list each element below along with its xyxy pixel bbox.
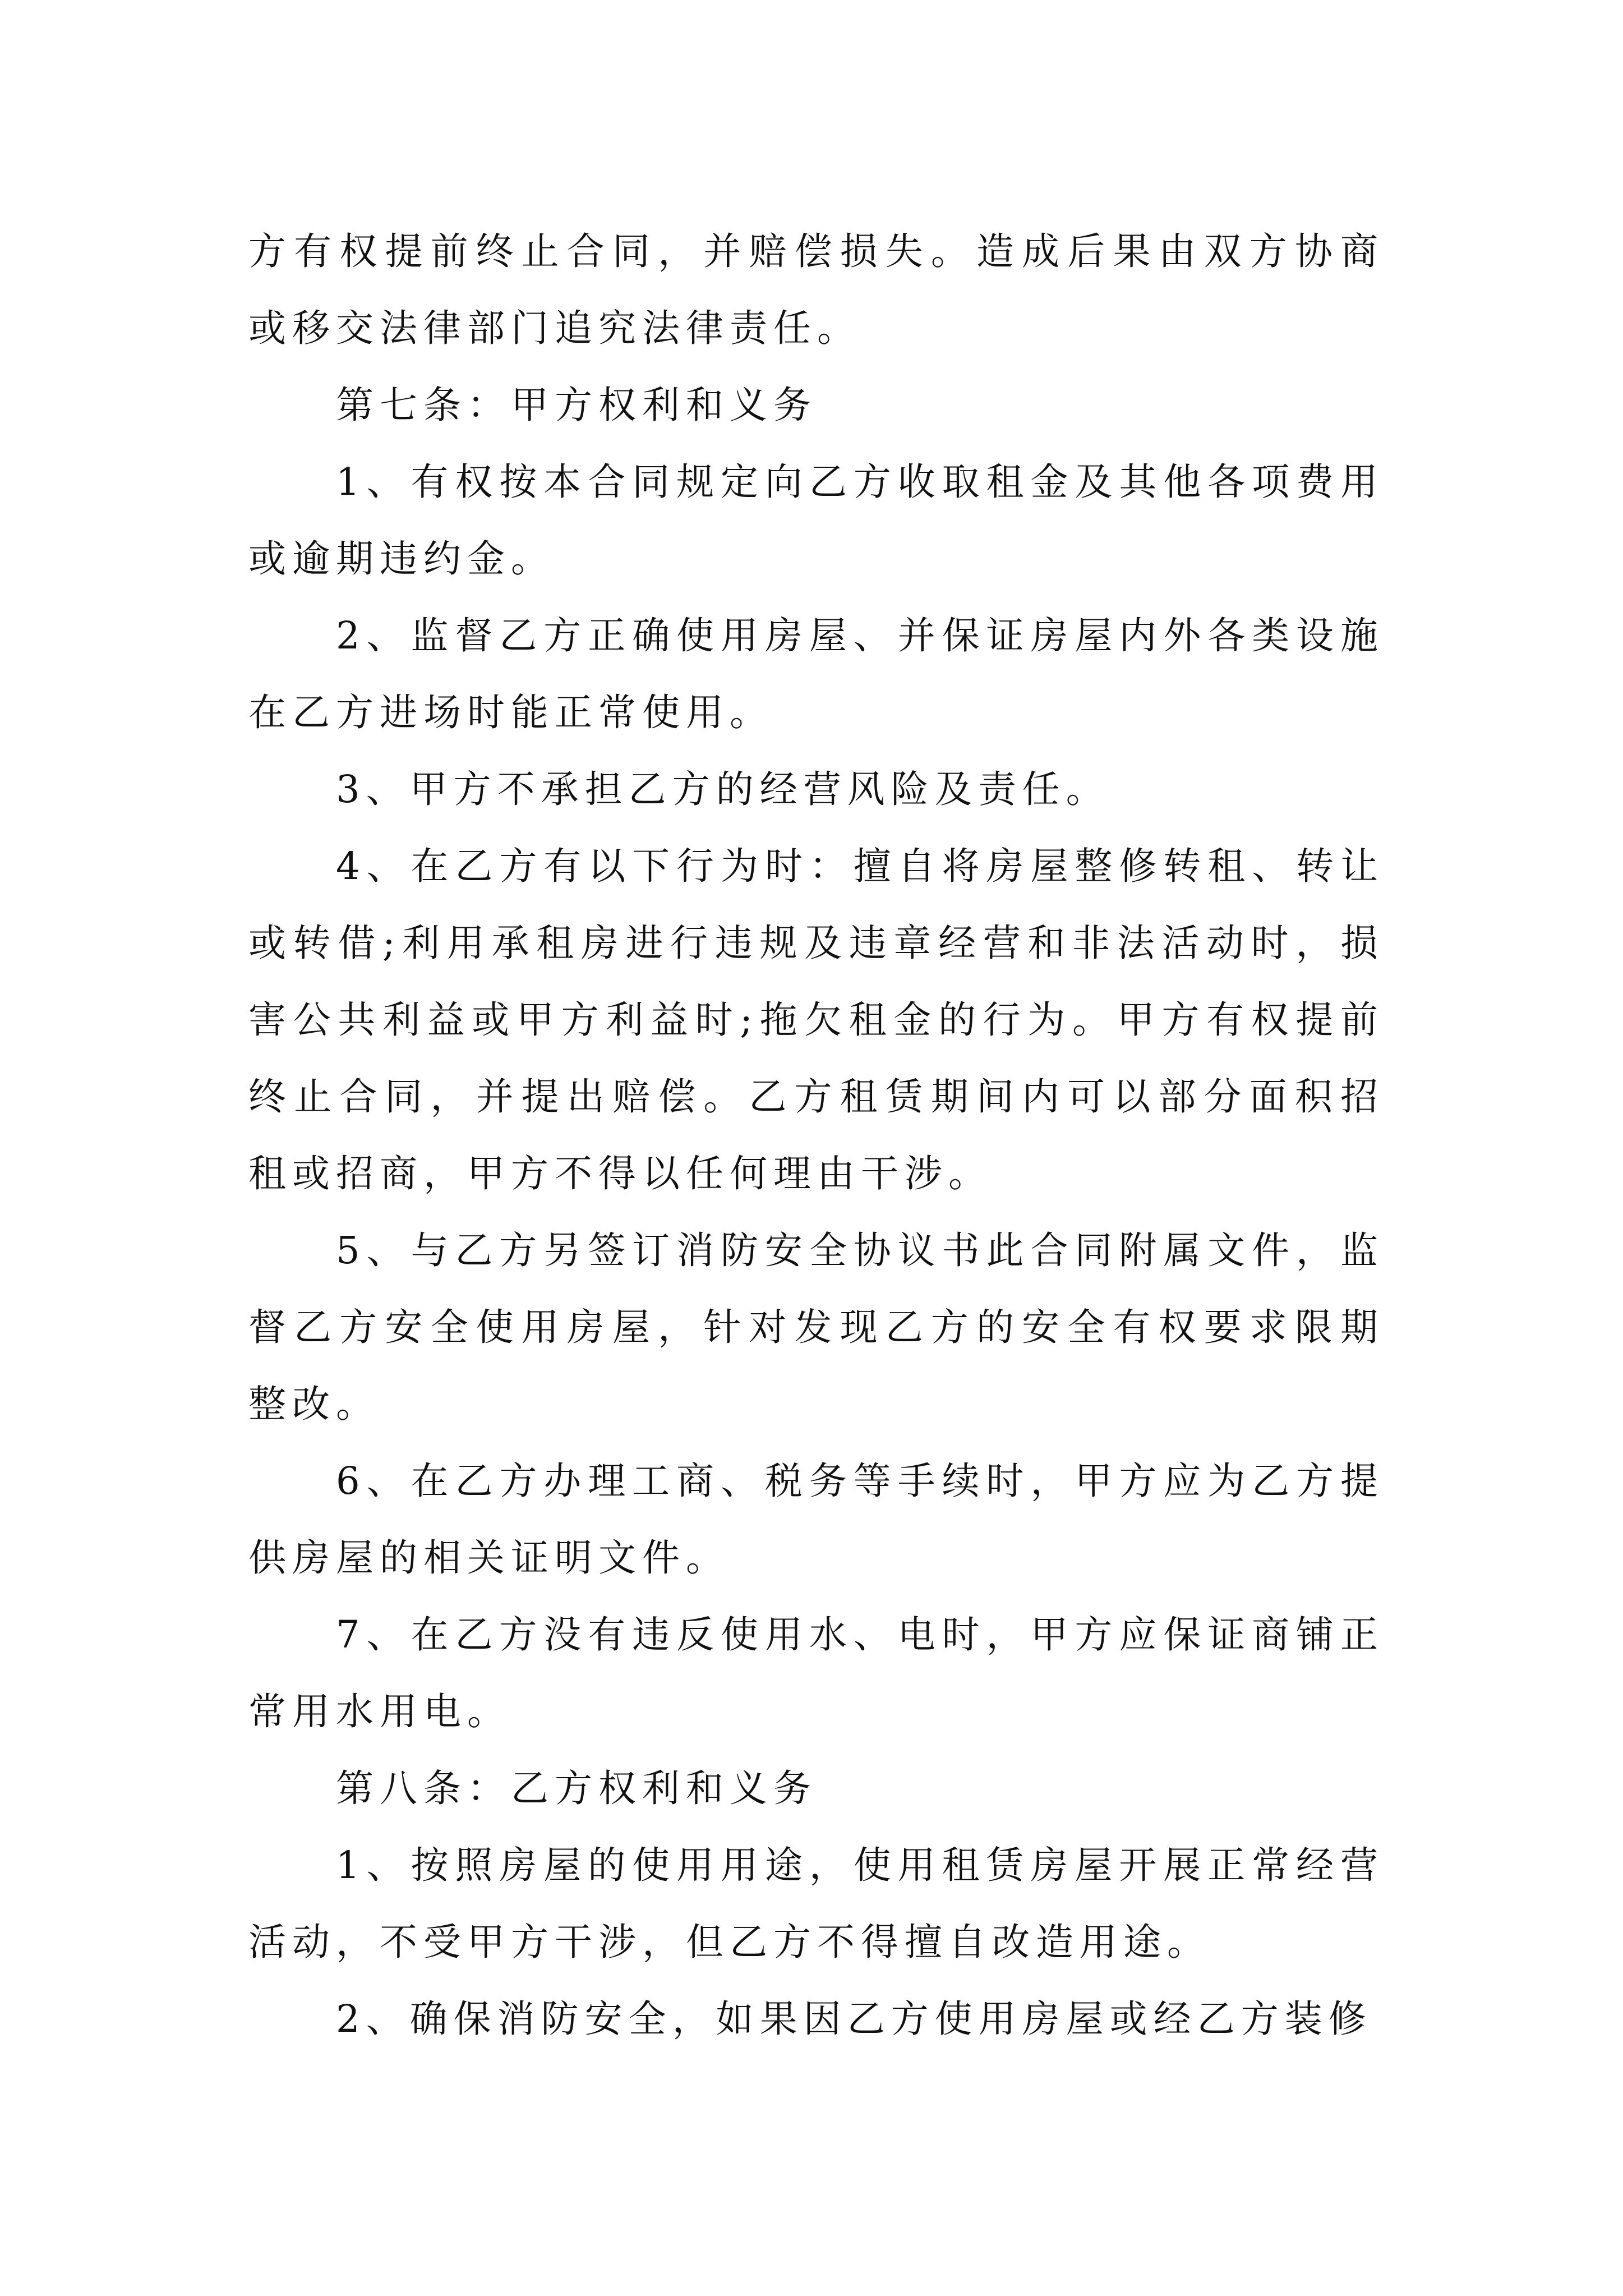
article-7-heading: 第七条：甲方权利和义务	[336, 383, 817, 427]
article-8-heading: 第八条：乙方权利和义务	[336, 1766, 817, 1810]
article-8-item-2: 2、确保消防安全，如果因乙方使用房屋或经乙方装修	[336, 1997, 1372, 2041]
article-7-item-3: 3、甲方不承担乙方的经营风险及责任。	[336, 767, 1110, 811]
article-7-item-6: 6、在乙方办理工商、税务等手续时，甲方应为乙方提供房屋的相关证明文件。	[248, 1459, 1384, 1580]
article-7-item-7: 7、在乙方没有违反使用水、电时，甲方应保证商铺正常用水用电。	[248, 1613, 1384, 1733]
article-7-item-4: 4、在乙方有以下行为时：擅自将房屋整修转租、转让或转借;利用承租房进行违规及违章经营和非法活动时，损害公共利益或甲方利益时;拖欠租金的行为。甲方有权提前终止合同，并提出赔偿。乙方租赁期间内可以部分面积招租或招商，甲方不得以任何理由干涉。	[248, 844, 1384, 1195]
article-7-item-5: 5、与乙方另签订消防安全协议书此合同附属文件，监督乙方安全使用房屋，针对发现乙方的安全有权要求限期整改。	[248, 1228, 1384, 1426]
document-body	[248, 213, 1384, 2058]
article-8-item-1: 1、按照房屋的使用用途，使用租赁房屋开展正常经营活动，不受甲方干涉，但乙方不得擅自改造用途。	[248, 1843, 1384, 1964]
paragraph-continuation: 方有权提前终止合同，并赔偿损失。造成后果由双方协商或移交法律部门追究法律责任。	[248, 229, 1384, 350]
article-7-item-2: 2、监督乙方正确使用房屋、并保证房屋内外各类设施在乙方进场时能正常使用。	[248, 614, 1384, 734]
article-7-item-1: 1、有权按本合同规定向乙方收取租金及其他各项费用或逾期违约金。	[248, 460, 1384, 581]
